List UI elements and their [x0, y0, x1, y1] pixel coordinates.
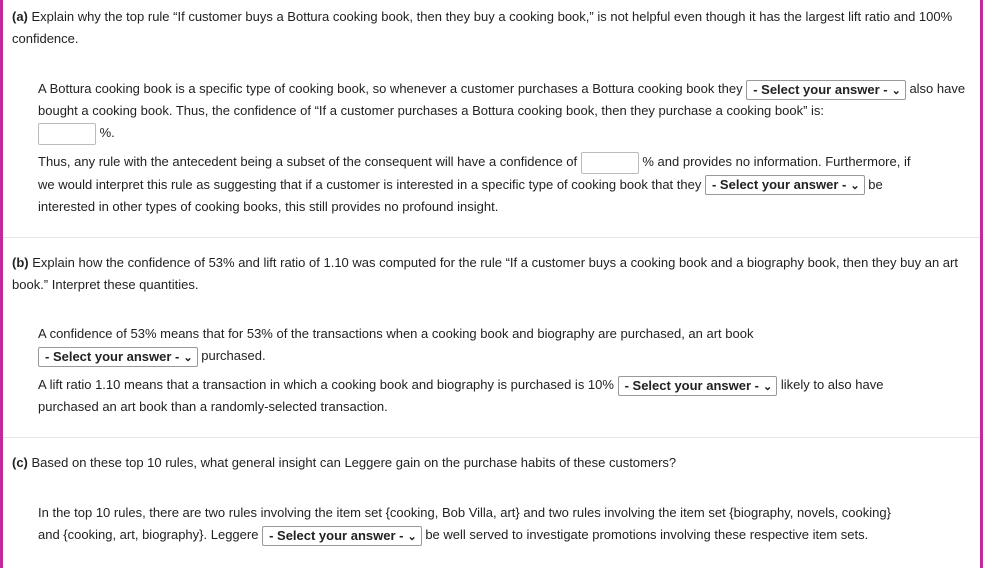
a-p2-text-1: Thus, any rule with the antecedent being a subset of the consequent will have a confidence of — [38, 154, 578, 169]
question-a-text: Explain why the top rule “If customer buys a Bottura cooking book, then they buy a cooking book,” is not helpful even though it has the largest lift ratio and 100% confidence. — [12, 9, 953, 46]
a-select-1-label: - Select your answer - — [753, 81, 888, 97]
b-p1-text-2: purchased. — [201, 348, 266, 363]
b-select-2[interactable] — [618, 376, 778, 396]
section-divider — [3, 237, 980, 238]
a-p1-text-1: A Bottura cooking book is a specific type of cooking book, so whenever a customer purchases a Bottura cooking book they — [38, 81, 743, 96]
answer-b-paragraph-2 — [38, 374, 968, 418]
question-b — [12, 252, 967, 296]
a-select-2[interactable] — [705, 175, 865, 195]
chevron-down-icon: ⌄ — [850, 180, 860, 193]
a-confidence-input-2[interactable] — [581, 152, 639, 174]
b-select-1-label: - Select your answer - — [45, 348, 180, 364]
a-p2-text-5: interested in other types of cooking books, this still provides no profound insight. — [38, 198, 499, 214]
answer-a-paragraph-1 — [38, 78, 968, 145]
b-select-2-label: - Select your answer - — [624, 377, 759, 393]
b-p2-text-1: A lift ratio 1.10 means that a transaction in which a cooking book and biography is purchased is 10% — [38, 377, 614, 392]
answer-b-paragraph-1 — [38, 323, 968, 367]
a-select-2-label: - Select your answer - — [711, 177, 847, 193]
b-p2-text-2: likely to also have — [780, 377, 884, 392]
question-a — [12, 6, 967, 50]
question-b-text: Explain how the confidence of 53% and lift ratio of 1.10 was computed for the rule “If a customer buys a cooking book and a biography book, then they buy an art book.” Interpret these quantities. — [12, 255, 958, 292]
question-b-label: (b) — [12, 255, 29, 270]
question-c-text: Based on these top 10 rules, what general insight can Leggere gain on the purchase habits of these customers? — [31, 455, 677, 470]
left-border — [0, 0, 3, 568]
a-confidence-input-1[interactable] — [38, 123, 96, 145]
c-select-1-label: - Select your answer - — [269, 527, 404, 543]
a-p1-text-2: also have bought a cooking book. Thus, the confidence of “If a customer purchases a Bottura cooking book, then they purchase a cooking book” is: — [38, 81, 966, 118]
a-p2-text-4: be — [868, 176, 883, 192]
answer-a-paragraph-2 — [38, 151, 968, 218]
answer-c-paragraph-1 — [38, 502, 968, 546]
c-select-1[interactable] — [262, 526, 422, 546]
question-c-label: (c) — [12, 455, 28, 470]
a-p2-text-2: % and provides no information. Furthermore, if — [642, 154, 911, 169]
b-p2-text-3: purchased an art book than a randomly-selected transaction. — [38, 399, 388, 414]
b-p1-text-1: A confidence of 53% means that for 53% of the transactions when a cooking book and biography are purchased, an art book — [38, 326, 754, 341]
question-a-label: (a) — [12, 9, 28, 24]
c-p1-text-3: be well served to investigate promotions involving these respective item sets. — [425, 527, 869, 542]
a-p2-text-3: we would interpret this rule as suggesting that if a customer is interested in a specific type of cooking book that they — [38, 176, 702, 192]
chevron-down-icon: ⌄ — [183, 351, 193, 364]
chevron-down-icon: ⌄ — [891, 84, 901, 97]
c-p1-text-2: and {cooking, art, biography}. Leggere — [38, 527, 259, 542]
chevron-down-icon: ⌄ — [762, 380, 773, 393]
a-select-1[interactable] — [746, 80, 906, 100]
c-p1-text-1: In the top 10 rules, there are two rules involving the item set {cooking, Bob Villa, art} and two rules involving the item set {biography, novels, cooking} — [38, 505, 891, 520]
section-divider — [3, 437, 980, 438]
chevron-down-icon: ⌄ — [407, 530, 417, 543]
a-p1-text-3: %. — [99, 125, 115, 140]
b-select-1[interactable] — [38, 347, 198, 367]
question-c — [12, 452, 967, 474]
